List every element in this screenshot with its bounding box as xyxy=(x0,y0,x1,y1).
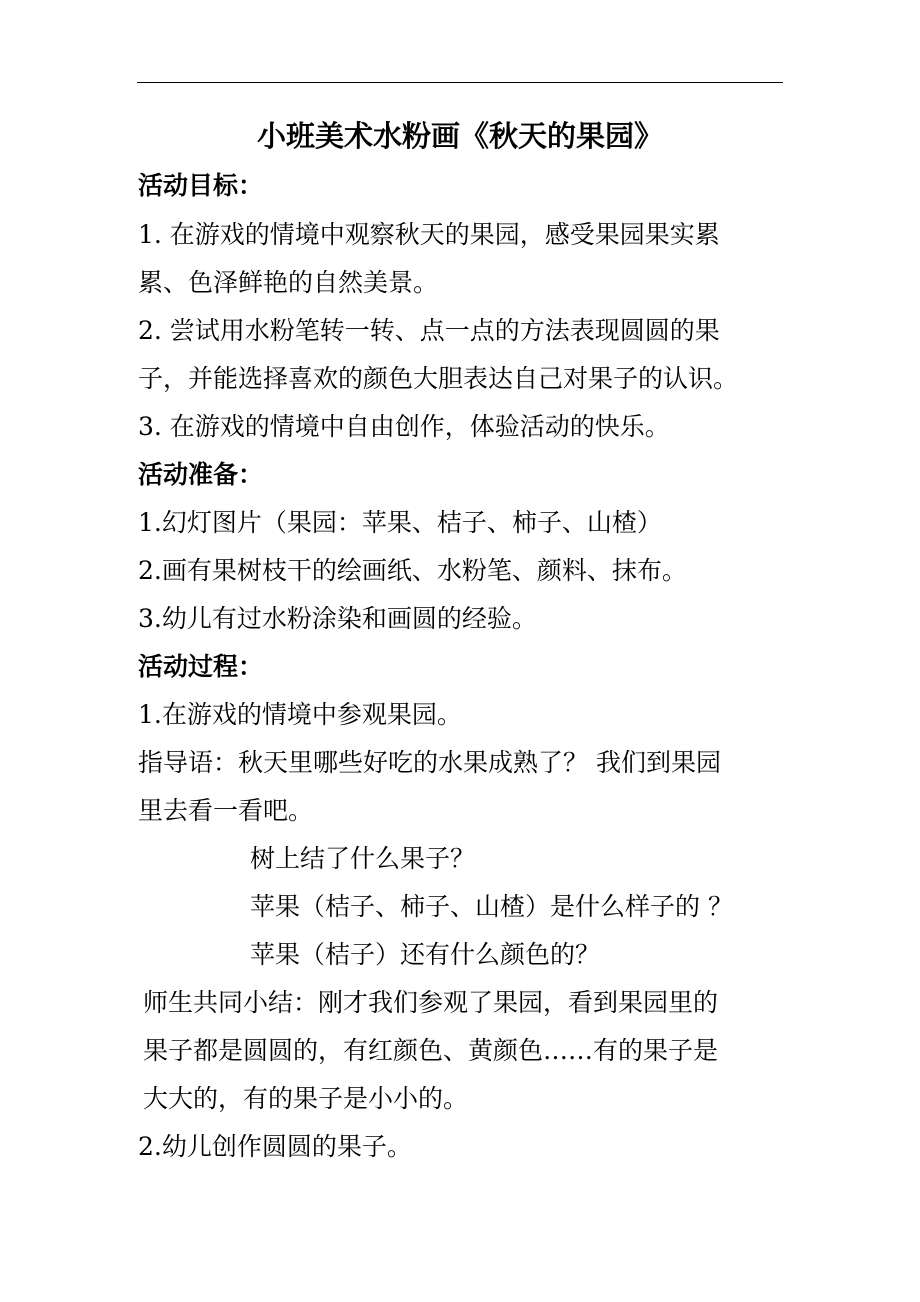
preparation-line: 1.幻灯图片（果园：苹果、桔子、柿子、山楂） xyxy=(138,508,662,537)
summary-line: 大大的，有的果子是小小的。 xyxy=(143,1084,469,1113)
goals-line: 3. 在游戏的情境中自由创作，体验活动的快乐。 xyxy=(138,412,670,441)
goals-line: 子，并能选择喜欢的颜色大胆表达自己对果子的认识。 xyxy=(138,364,739,393)
preparation-line: 2.画有果树枝干的绘画纸、水粉笔、颜料、抹布。 xyxy=(138,556,687,585)
guiding-question: 树上结了什么果子？ xyxy=(250,844,476,873)
goals-line: 1. 在游戏的情境中观察秋天的果园，感受果园果实累 xyxy=(138,220,720,249)
guiding-question: 苹果（桔子）还有什么颜色的？ xyxy=(250,940,601,969)
preparation-line: 3.幼儿有过水粉涂染和画圆的经验。 xyxy=(138,604,537,633)
process-line: 里去看一看吧。 xyxy=(138,796,314,825)
process-line: 指导语：秋天里哪些好吃的水果成熟了？ 我们到果园 xyxy=(138,748,721,777)
goals-heading: 活动目标： xyxy=(138,171,264,200)
header-rule xyxy=(137,82,783,83)
summary-line: 师生共同小结：刚才我们参观了果园，看到果园里的 xyxy=(143,988,719,1017)
goals-line: 累、色泽鲜艳的自然美景。 xyxy=(138,268,439,297)
preparation-heading: 活动准备： xyxy=(138,460,264,489)
process-step-2: 2.幼儿创作圆圆的果子。 xyxy=(138,1132,412,1161)
page-title: 小班美术水粉画《秋天的果园》 xyxy=(256,119,663,153)
guiding-question: 苹果（桔子、柿子、山楂）是什么样子的 ？ xyxy=(250,892,733,921)
summary-line: 果子都是圆圆的，有红颜色、黄颜色……有的果子是 xyxy=(143,1036,719,1065)
process-line: 1.在游戏的情境中参观果园。 xyxy=(138,700,462,729)
goals-line: 2. 尝试用水粉笔转一转、点一点的方法表现圆圆的果 xyxy=(138,316,720,345)
process-heading: 活动过程： xyxy=(138,652,264,681)
